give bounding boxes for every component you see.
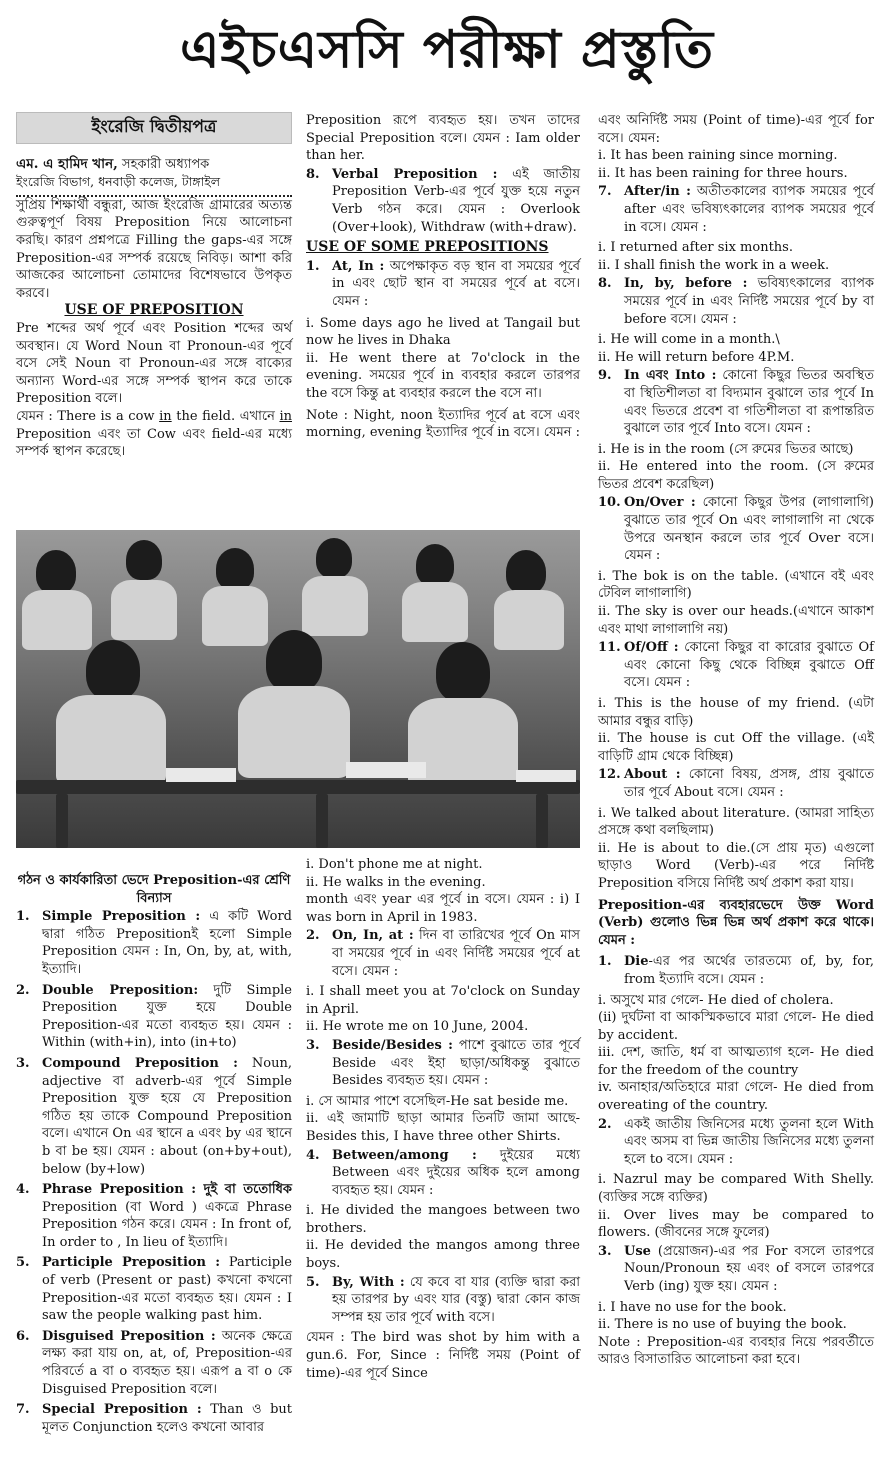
example-line: i. I have no use for the book. bbox=[598, 1299, 787, 1315]
example-line: যেমন : The bird was shot by him with a gun.6. For, Since : নির্দিষ্ট সময় (Point of time)-এর পূর্বে Since bbox=[306, 1330, 580, 1381]
definition-paragraph: Pre শব্দের অর্থ পূর্বে এবং Position শব্দের অর্থ অবস্থান। যে Word Noun বা Pronoun-এর পূর্বে বসে সেই Noun বা Pronoun-এর সঙ্গে বাক্যের অন্যান্য Word-এর সঙ্গে সম্পর্ক স্থাপন করে তাকে Preposition বলে। bbox=[16, 320, 292, 407]
example-line: ii. He went there at 7o'clock in the evening. সময়ের পূর্বে in ব্যবহার করলে তারপর the বসে কিন্তু at ব্যবহার করলে the বসে না। bbox=[306, 350, 580, 401]
example-text: the field. এখানে bbox=[171, 408, 280, 424]
list-item bbox=[16, 1254, 292, 1324]
item-number: 1. bbox=[306, 258, 320, 274]
item-term: About : bbox=[624, 767, 681, 783]
example-word: in bbox=[159, 408, 172, 424]
example-paragraph bbox=[16, 408, 292, 461]
example-line: ii. He devided the mangos among three boys. bbox=[306, 1238, 580, 1272]
list-item bbox=[16, 908, 292, 978]
item-text: Preposition (বা Word ) একত্রে Phrase Preposition গঠন করে। যেমন : In front of, In order to , In lieu of ইত্যাদি। bbox=[42, 1199, 292, 1250]
list-item bbox=[306, 1274, 580, 1327]
continued-paragraph: Preposition রূপে ব্যবহৃত হয়। তখন তাদের Special Preposition বলে। যেমন : Iam older than her. bbox=[306, 113, 580, 164]
example-line: i. অসুখে মার গেলে- He died of cholera. bbox=[598, 992, 834, 1008]
item-text: ভবিষ্যৎকালের ব্যাপক সময়ের পূর্বে in এবং নির্দিষ্ট সময়ের পূর্বে by বা before বসে। যেমন : bbox=[624, 276, 874, 327]
item-term: In, by, before : bbox=[624, 276, 748, 292]
item-term: Simple Preposition : bbox=[42, 909, 201, 925]
item-number: 1. bbox=[598, 954, 612, 970]
example-line: ii. There is no use of buying the book. bbox=[598, 1317, 847, 1333]
item-number: 11. bbox=[598, 640, 621, 656]
list-item bbox=[598, 367, 874, 437]
item-number: 5. bbox=[306, 1274, 320, 1290]
list-item bbox=[306, 166, 580, 236]
column-1 bbox=[16, 112, 292, 461]
list-item bbox=[16, 982, 292, 1052]
title-text: -এর শ্রেণি বিন্যাস bbox=[136, 873, 291, 906]
list-item bbox=[16, 1401, 292, 1436]
item-text: অতীতকালের ব্যাপক সময়ের পূর্বে after এবং ভবিষ্যৎকালের ব্যাপক সময়ের পূর্বে in বসে। যেমন : bbox=[624, 184, 874, 235]
example-line: iii. দেশ, জাতি, ধর্ম বা আত্মত্যাগ হলে- He died for the freedom of the country bbox=[598, 1045, 874, 1078]
item-term: In এবং Into : bbox=[624, 368, 717, 384]
item-term: On, In, at : bbox=[332, 928, 414, 944]
item-number: 8. bbox=[598, 276, 612, 292]
item-term: Beside/Besides : bbox=[332, 1037, 453, 1053]
example-line: ii. The sky is over our heads.(এখানে আকাশ এবং মাথা লাগালাগি নয়) bbox=[598, 604, 874, 637]
example-line: ii. He will return before 4P.M. bbox=[598, 349, 795, 365]
item-term: Use bbox=[624, 1243, 651, 1259]
usage-paragraph: Preposition-এর ব্যবহারভেদে উক্ত Word (Verb) গুলোও ভিন্ন ভিন্ন অর্থ প্রকাশ করে থাকে। যেমন : bbox=[598, 897, 874, 948]
item-text: এই জাতীয় Preposition Verb-এর পূর্বে যুক্ত হয়ে নতুন Verb গঠন করে। যেমন : Overlook (Over+look), Withdraw (with+draw). bbox=[332, 166, 580, 235]
classification-list bbox=[16, 908, 292, 1436]
author-dept: ইংরেজি বিভাগ, ধনবাড়ী কলেজ, টাঙ্গাইল bbox=[16, 173, 292, 197]
item-number: 9. bbox=[598, 368, 612, 384]
item-number: 2. bbox=[306, 928, 320, 944]
month-paragraph: month এবং year এর পূর্বে in বসে। যেমন : i) I was born in April in 1983. bbox=[306, 892, 580, 925]
item-text: দুইয়ের মধ্যে Between এবং দুইয়ের অধিক হলে among ব্যবহৃত হয়। যেমন : bbox=[332, 1147, 580, 1198]
example-line: i. He is in the room (সে রুমের ভিতর আছে) bbox=[598, 441, 854, 457]
item-number: 10. bbox=[598, 495, 621, 511]
item-term: Verbal Preposition : bbox=[332, 166, 498, 182]
continued-paragraph: এবং অনির্দিষ্ট সময় (Point of time)-এর পূর্বে for বসে। যেমন: bbox=[598, 113, 874, 146]
prepositions-list bbox=[598, 183, 874, 892]
item-number: 4. bbox=[306, 1147, 320, 1163]
example-line: ii. It has been raining for three hours. bbox=[598, 165, 848, 181]
example-line: ii. He walks in the evening. bbox=[306, 874, 486, 890]
note-paragraph: Note : Night, noon ইত্যাদির পূর্বে at বসে এবং morning, evening ইত্যাদির পূর্বে in বসে। যেমন : bbox=[306, 407, 580, 441]
list-item bbox=[16, 1181, 292, 1251]
list-item bbox=[306, 927, 580, 980]
item-number: 5. bbox=[16, 1255, 30, 1271]
author-name: এম. এ হামিদ খান, bbox=[16, 155, 118, 172]
item-term: Participle Preposition : bbox=[42, 1255, 221, 1271]
title-text: গঠন ও কার্যকারিতা ভেদে bbox=[17, 873, 154, 888]
item-term: Phrase Preposition : দুই বা ততোধিক bbox=[42, 1182, 292, 1198]
column-1-bottom bbox=[16, 872, 292, 1439]
example-line: i. I returned after six months. bbox=[598, 240, 793, 256]
example-line: ii. I shall finish the work in a week. bbox=[598, 257, 830, 273]
column-2 bbox=[306, 112, 580, 442]
item-number: 3. bbox=[16, 1055, 30, 1071]
example-line: ii. Over lives may be compared to flowers. (জীবনের সঙ্গে ফুলের) bbox=[598, 1207, 874, 1241]
item-number: 6. bbox=[16, 1328, 30, 1344]
item-number: 8. bbox=[306, 166, 320, 182]
exam-hall-photo bbox=[16, 530, 580, 848]
item-text: (প্রয়োজন)-এর পর For বসলে তারপরে Noun/Pronoun হয় এবং of বসলে তারপরে Verb (ing) যুক্ত হয়। যেমন : bbox=[624, 1243, 874, 1294]
example-line: iv. অনাহার/অতিহারে মারা গেলে- He died from overeating of the country. bbox=[598, 1080, 874, 1114]
section-heading: USE OF PREPOSITION bbox=[64, 302, 244, 319]
title-text: Preposition bbox=[153, 873, 238, 888]
list-item bbox=[306, 1037, 580, 1090]
list-item bbox=[16, 1328, 292, 1398]
example-line: ii. He wrote me on 10 June, 2004. bbox=[306, 1019, 529, 1035]
author-line bbox=[16, 156, 292, 174]
item-term: Double Preposition: bbox=[42, 982, 199, 998]
item-text: একই জাতীয় জিনিসের মধ্যে তুলনা হলে With এবং অসম বা ভিন্ন জাতীয় জিনিসের মধ্যে তুলনা হলে to বসে। যেমন : bbox=[624, 1116, 874, 1167]
example-line: ii. এই জামাটি ছাড়া আমার তিনটি জামা আছে- Besides this, I have three other Shirts. bbox=[306, 1111, 580, 1144]
section-heading-2: USE OF SOME PREPOSITIONS bbox=[306, 239, 549, 256]
column-3 bbox=[598, 112, 874, 1369]
author-role: সহকারী অধ্যাপক bbox=[121, 156, 210, 172]
example-line: ii. He is about to die.(সে প্রায় মৃত) এগুলো ছাড়াও Word (Verb)-এর পরে নির্দিষ্ট Preposition বসিয়ে নির্দিষ্ট অর্থ প্রকাশ করা যায়। bbox=[598, 840, 874, 891]
example-line: i. Don't phone me at night. bbox=[306, 857, 483, 872]
item-text: অনেক ক্ষেত্রে লক্ষ্য করা যায় on, at, of, Preposition-এর পরিবর্তে a বা o ব্যবহৃত হয়। এরূপ a বা o কে Disguised Preposition বলে। bbox=[42, 1328, 292, 1397]
example-line: i. We talked about literature. (আমরা সাহিত্য প্রসঙ্গে কথা বলছিলাম) bbox=[598, 805, 874, 839]
item-term: By, With : bbox=[332, 1274, 405, 1290]
item-number: 3. bbox=[306, 1037, 320, 1053]
item-number: 2. bbox=[598, 1116, 612, 1132]
example-line: i. This is the house of my friend. (এটা আমার বন্ধুর বাড়ি) bbox=[598, 696, 874, 729]
item-text: পাশে বুঝাতে তার পূর্বে Beside এবং ইহা ছাড়া/অধিকন্তু বুঝাতে Besides ব্যবহৃত হয়। যেমন : bbox=[332, 1037, 580, 1089]
example-line: i. It has been raining since morning. bbox=[598, 148, 838, 164]
example-line: i. He will come in a month.\ bbox=[598, 332, 780, 348]
item-term: Of/Off : bbox=[624, 640, 679, 656]
example-line: i. He divided the mangoes between two brothers. bbox=[306, 1203, 580, 1236]
item-text: দিন বা তারিখের পূর্বে On মাস বা সময়ের পূর্বে in এবং নির্দিষ্ট সময়ের পূর্বে at বসে। যেমন : bbox=[332, 928, 580, 979]
list-item bbox=[598, 494, 874, 564]
item-term: After/in : bbox=[624, 184, 691, 200]
example-line: i. Nazrul may be compared With Shelly. (ব্যক্তির সঙ্গে ব্যক্তির) bbox=[598, 1172, 874, 1206]
list-item bbox=[598, 183, 874, 236]
item-term: Disguised Preposition : bbox=[42, 1328, 216, 1344]
verb-usage-list bbox=[598, 953, 874, 1369]
example-word: in bbox=[279, 408, 292, 424]
item-text: অপেক্ষাকৃত বড় স্থান বা সময়ের পূর্বে in এবং ছোট স্থান বা সময়ের পূর্বে at বসে। যেমন : bbox=[332, 258, 580, 309]
example-line: i. Some days ago he lived at Tangail but now he lives in Dhaka bbox=[306, 315, 580, 349]
example-line: Note : Preposition-এর ব্যবহার নিয়ে পরবর্তীতে আরও বিসাতারিত আলোচনা করা হবে। bbox=[598, 1334, 874, 1368]
item-text: এ কটি Word দ্বারা গঠিত Prepositionই হলো Simple Preposition যেমন : In, On, by, at, with, ইত্যাদি। bbox=[42, 909, 293, 977]
example-text: Preposition এবং তা Cow এবং field-এর মধ্যে সম্পর্ক স্থাপন করেছে। bbox=[16, 426, 292, 460]
column-2-bottom bbox=[306, 856, 580, 1382]
list-item bbox=[306, 1147, 580, 1200]
item-number: 3. bbox=[598, 1243, 612, 1259]
masthead bbox=[0, 0, 894, 110]
item-text: -এর পর অর্থের তারতম্যে of, by, for, from ইত্যাদি বসে। যেমন : bbox=[624, 954, 874, 987]
item-number: 12. bbox=[598, 767, 621, 783]
example-line: i. The bok is on the table. (এখানে বই এবং টেবিল লাগালাগি) bbox=[598, 568, 874, 602]
item-text: কোনো কিছুর উপর (লাগালাগি) বুঝাতে তার পূর্বে On এবং লাগালাগি না থেকে উপরে অনস্থান করলে তার পূর্বে Over বসে। যেমন : bbox=[624, 495, 874, 564]
item-term: On/Over : bbox=[624, 495, 696, 511]
list-item bbox=[306, 258, 580, 311]
list-item bbox=[598, 639, 874, 692]
example-text: যেমন : There is a cow bbox=[16, 408, 160, 424]
prepositions-list bbox=[306, 927, 580, 1382]
classification-title bbox=[16, 872, 292, 907]
list-item bbox=[598, 275, 874, 328]
list-item bbox=[598, 1243, 874, 1296]
item-text: যে কবে বা যার (ব্যক্তি দ্বারা করা হয় তারপর by এবং যার (বস্তু) দ্বারা কোন কাজ সম্পন্ন হয় তার পূর্বে with বসে। bbox=[332, 1274, 580, 1325]
item-number: 7. bbox=[598, 184, 612, 200]
list-item bbox=[16, 1055, 292, 1178]
example-line: i. সে আমার পাশে বসেছিল-He sat beside me. bbox=[306, 1093, 569, 1109]
item-text: কোনো বিষয়, প্রসঙ্গ, প্রায় বুঝাতে তার পূর্বে About বসে। যেমন : bbox=[624, 767, 874, 800]
item-number: 7. bbox=[16, 1402, 30, 1418]
example-line: ii. He entered into the room. (সে রুমের ভিতর প্রবেশ করেছিল) bbox=[598, 459, 874, 492]
item-text: কোনো কিছুর ভিতর অবস্থিত বা স্থিতিশীলতা বা বিদ্যমান বুঝালে তার পূর্বে In এবং ভিতরে প্রবেশ বা গতিশীলতা বা রূপান্তরিত বুঝালে তার পূর্বে Into বসে। যেমন : bbox=[624, 368, 874, 437]
example-line: (ii) দুর্ঘটনা বা আকস্মিকভাবে মারা গেলে- He died by accident. bbox=[598, 1010, 874, 1043]
example-line: i. I shall meet you at 7o'clock on Sunday in April. bbox=[306, 984, 580, 1017]
item-text: Participle of verb (Present or past) কখনো কখনো Preposition-এর মতো ব্যবহৃত হয়। যেমন : I saw the people walking past him. bbox=[42, 1255, 292, 1324]
example-line: ii. The house is cut Off the village. (এই বাড়িটি গ্রাম থেকে বিচ্ছিন্ন) bbox=[598, 731, 874, 764]
item-term: Special Preposition : bbox=[42, 1402, 202, 1418]
item-number: 2. bbox=[16, 982, 30, 998]
masthead-title: এইচএসসি পরীক্ষা প্রস্তুতি bbox=[179, 20, 715, 80]
item-term: Compound Preposition : bbox=[42, 1055, 238, 1071]
subject-banner: ইংরেজি দ্বিতীয়পত্র bbox=[16, 112, 292, 144]
item-term: Between/among : bbox=[332, 1147, 477, 1163]
item-number: 1. bbox=[16, 909, 30, 925]
list-item bbox=[598, 953, 874, 988]
item-number: 4. bbox=[16, 1182, 30, 1198]
item-text: Than ও but মূলত Conjunction হলেও কখনো আবার bbox=[42, 1402, 292, 1435]
item-text: Noun, adjective বা adverb-এর পূর্বে Simple Preposition যুক্ত হয়ে যে Preposition গঠিত হয় তাকে Compound Preposition বলে। এখানে On এর স্থানে a এবং by এর স্থানে b বা be হয়। যেমন : about (on+by+out), below (by+low) bbox=[42, 1055, 293, 1177]
item-term: At, In : bbox=[332, 258, 385, 274]
item-text: কোনো কিছুর বা কারোর বুঝাতে Of এবং কোনো কিছু থেকে বিচ্ছিন্ন বুঝাতে Off বসে। যেমন : bbox=[624, 640, 874, 691]
intro-paragraph: সুপ্রিয় শিক্ষার্থী বন্ধুরা, আজ ইংরেজি গ্রামারের অত্যন্ত গুরুত্বপূর্ণ বিষয় Preposition নিয়ে আলোচনা করছি। কারণ প্রশ্নপত্রে Filling the gaps-এর সঙ্গে Preposition-এর সম্পর্ক রয়েছে নিবিড়। আশা করি আজকের আলোচনা তোমাদের বিশেষভাবে উপকৃত করবে। bbox=[16, 197, 292, 301]
item-term: Die bbox=[624, 954, 649, 970]
item-text: দুটি Simple Preposition যুক্ত হয়ে Double Preposition-এর মতো ব্যবহৃত হয়। যেমন : Within (with+in), into (in+to) bbox=[42, 982, 293, 1051]
list-item bbox=[598, 1116, 874, 1169]
list-item bbox=[598, 766, 874, 801]
